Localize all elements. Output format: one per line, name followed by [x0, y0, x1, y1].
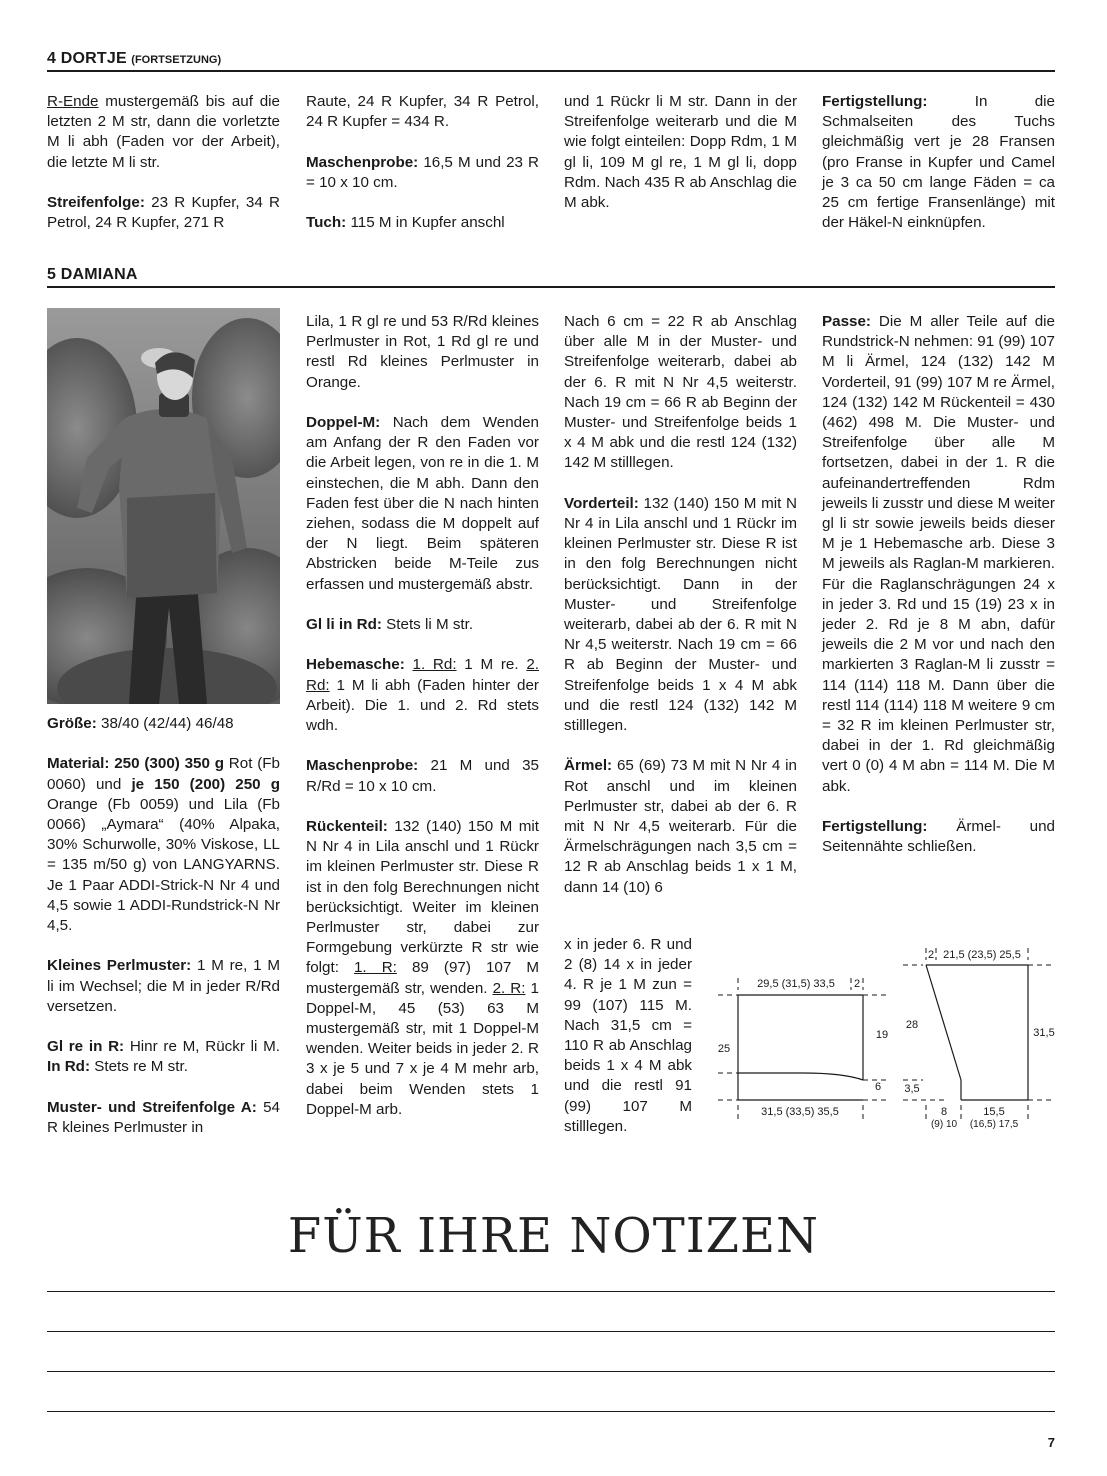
body-left-height: 25 [717, 1043, 731, 1055]
s4-tuch-text: 115 M in Kupfer anschl [346, 214, 505, 232]
note-line-1 [47, 1291, 1055, 1292]
s4-c2-text: Raute, 24 R Kupfer, 34 R Petrol, 24 R Kupfer = 434 R. [306, 93, 539, 131]
section-5-title: 5 DAMIANA [47, 266, 138, 283]
sleeve-bottom-left: 8 [940, 1106, 948, 1118]
hebemasche-rd2: 2. Rd: [306, 656, 539, 694]
rueckenteil-text-2: 89 (97) 107 M mustergemäß str, wenden. [306, 959, 539, 997]
sleeve-measure-lines [903, 948, 1053, 1120]
groesse-label: Größe: [47, 715, 97, 732]
model-photo [47, 308, 280, 704]
vorderteil-text: 132 (140) 150 M mit N Nr 4 in Lila anschl und 1 Rückr im kleinen Perlmuster str. Diese R ist in den folg Berechnungen nicht berücksichtigt. Dann in der Muster- und Streifenfolge weiterarb, dabei ab der 6. R mit N Nr 4,5 weiterstr. Nach 19 cm = 66 R ab Beginn der Muster- und Streifenfolge beids 1 x 4 M abk und die restl 124 (132) 142 M stilllegen. [564, 494, 797, 735]
note-line-2 [47, 1331, 1055, 1332]
s5-column-3 [564, 312, 797, 898]
s5-column-3-narrow [564, 935, 692, 1137]
s4-column-2 [306, 92, 539, 233]
in-rd-label: In Rd: [47, 1058, 91, 1076]
s5-c2-continuation: Lila, 1 R gl re und 53 R/Rd kleines Perlmuster in Rot, 1 Rd gl re und restl Rd kleines Perlmuster in Orange. [306, 313, 539, 391]
r-ende-term: R-Ende [47, 93, 99, 110]
s4-streifenfolge-text: 23 R Kupfer, 34 R Petrol, 24 R Kupfer, 271 R [47, 194, 280, 232]
s4-column-1 [47, 92, 280, 233]
sleeve-bottom-right-sub: (16,5) 17,5 [969, 1119, 1019, 1130]
hebemasche-label: Hebemasche: [306, 656, 405, 674]
body-top-small: 2 [853, 978, 861, 990]
body-upper-height: 19 [875, 1029, 889, 1041]
rueckenteil-r2: 2. R: [492, 979, 526, 997]
rueckenteil-r1: 1. R: [353, 959, 397, 977]
section-4-header [47, 50, 1055, 72]
streifenfolge-label: Streifenfolge: [47, 194, 145, 211]
material-label: Material: 250 (300) 350 g [47, 755, 225, 773]
muster-streifenfolge-label: Muster- und Streifenfolge A: [47, 1098, 257, 1116]
gl-re-in-r-text: Hinr re M, Rückr li M. [124, 1038, 280, 1056]
note-line-4 [47, 1411, 1055, 1412]
notes-title: FÜR IHRE NOTIZEN [287, 1208, 820, 1264]
hebemasche-text-2: 1 M li abh (Faden hinter der Arbeit). Die 1. und 2. Rd stets wdh. [306, 676, 539, 735]
sleeve-bottom-right: 15,5 [983, 1106, 1005, 1118]
aermel-label: Ärmel: [564, 757, 613, 775]
doppel-m-label: Doppel-M: [306, 414, 381, 431]
kleines-perlmuster-label: Kleines Perlmuster: [47, 957, 192, 975]
rueckenteil-text-3: 1 Doppel-M, 45 (53) 63 M mustergemäß str, mit 1 Doppel-M wenden. Weiter beids in jeder 2. R 3 x je 5 und 7 x je 4 M mehr arb, dabei beim Wenden stets 1 Doppel-M arb. [306, 979, 539, 1118]
vorderteil-label: Vorderteil: [564, 494, 639, 512]
sleeve-piece-outline [926, 965, 1028, 1100]
hebemasche-text-1: 1 M re. [456, 656, 527, 674]
note-line-3 [47, 1371, 1055, 1372]
section-5-header [47, 266, 1055, 288]
section-4-subtitle: (FORTSETZUNG) [131, 54, 222, 66]
tuch-label: Tuch: [306, 214, 347, 232]
groesse-text: 38/40 (42/44) 46/48 [96, 715, 234, 732]
sleeve-right-height: 31,5 [1033, 1027, 1055, 1039]
muster-streifenfolge-text: 54 R kleines Perlmuster in [47, 1098, 280, 1136]
s5-maschenprobe-text: 21 M und 35 R/Rd = 10 x 10 cm. [306, 757, 539, 795]
s4-fertigstellung-text: In die Schmalseiten des Tuchs gleichmäßig vert je 28 Fransen (pro Franse in Kupfer und Camel je 3 ca 50 cm lange Fäden = ca 25 cm fertige Fransenlänge) mit der Häkel-N einknüpfen. [822, 93, 1055, 232]
body-piece-outline [738, 995, 863, 1100]
body-top-width: 29,5 (31,5) 33,5 [757, 978, 835, 990]
aermel-text-2: x in jeder 6. R und 2 (8) 14 x in jeder 4. R je 1 M zun = 99 (107) 115 M. Nach 31,5 cm = 110 R ab Anschlag beids 1 x 4 M abk und die restl 91 (99) 107 M stilllegen. [564, 936, 692, 1135]
passe-label: Passe: [822, 313, 871, 330]
body-bottom-width: 31,5 (33,5) 35,5 [761, 1106, 839, 1118]
fertigstellung-label: Fertigstellung: [822, 93, 928, 110]
s5-fertigstellung-text: Ärmel- und Seitennähte schließen. [822, 818, 1055, 856]
garment-schematic [708, 940, 1068, 1140]
body-lower-height: 6 [874, 1081, 882, 1093]
s5-fertigstellung-label: Fertigstellung: [822, 818, 928, 836]
s4-c3-text: und 1 Rückr li M str. Dann in der Streifenfolge weiterarb und die M wie folgt einteilen: Dopp Rdm, 1 M gl li, 109 M gl re, 1 M gl li, dopp Rdm. Nach 435 R ab Anschlag die M abk. [564, 93, 797, 212]
s5-column-4 [822, 312, 1055, 857]
sleeve-upper-height: 28 [905, 1019, 919, 1031]
in-rd-text: Stets re M str. [90, 1058, 188, 1076]
s5-column-1 [47, 714, 280, 1138]
rueckenteil-label: Rückenteil: [306, 818, 388, 835]
page-number: 7 [1047, 1435, 1055, 1450]
section-4-title: 4 DORTJE [47, 50, 127, 67]
doppel-m-text: Nach dem Wenden am Anfang der R den Faden vor die Arbeit legen, von re in die 1. M einstechen, die M abh. Dann den Faden fest über die N nach hinten ziehen, sodass die M doppelt auf der N liegt. Beim späteren Abstricken beide M-Teile zus erfassen und mustergemäß abstr. [306, 414, 539, 593]
rueckenteil-text-1: 132 (140) 150 M mit N Nr 4 in Lila anschl und 1 Rückr im kleinen Perlmuster str. Diese R ist in den folg Berechnungen nicht berücksichtigt. Weiter im kleinen Perlmuster str, dabei zur Formgebung verkürzte R str wie folgt: [306, 818, 539, 977]
sleeve-top-small: 2 [927, 949, 935, 961]
sleeve-lower-height: 3,5 [904, 1083, 920, 1095]
sleeve-top-width: 21,5 (23,5) 25,5 [943, 949, 1021, 961]
material-amount-bold: je 150 (200) 250 g [131, 775, 280, 793]
gl-li-in-rd-label: Gl li in Rd: [306, 616, 382, 634]
material-text-1: Rot (Fb 0060) und [47, 755, 281, 793]
aermel-text-1: 65 (69) 73 M mit N Nr 4 in Rot anschl und im kleinen Perlmuster str, dabei ab der 6. R mit N Nr 4,5 weiterarb. Für die Ärmelschrägungen nach 3,5 cm = 12 R ab Anschlag beids 1 x 1 M, dann 14 (10) 6 [564, 757, 797, 896]
s5-maschenprobe-label: Maschenprobe: [306, 757, 419, 775]
hebemasche-rd1: 1. Rd: [412, 656, 457, 674]
passe-text: Die M aller Teile auf die Rundstrick-N nehmen: 91 (99) 107 M li Ärmel, 124 (132) 142 M Vorderteil, 91 (99) 107 M re Ärmel, 124 (132) 142 M Rückenteil = 430 (462) 498 M. Die Muster- und Streifenfolge über alle M fortsetzen, dabei in der 1. R die aufeinandertreffenden Rdm jeweils li zusstr und diese M weiter gl li str sowie jeweils beids dieser M je 1 Hebemasche arb. Diese 3 M jeweils als Raglan-M markieren. Für die Raglanschrägungen 24 x in jeder 3. Rd und 15 (19) 23 x in jeder 2. Rd je 8 M abn, dafür jeweils die 2 M vor und nach den markierten 3 Raglan-M li zusstr = 114 (114) 118 M. Dann über die restl 114 (114) 118 M weitere 9 cm = 32 R im kleinen Perlmuster str, dabei in der 1. Rd gleichmäßig vert 0 (0) 4 M abn = 114 M. Die M abk. [822, 313, 1055, 795]
s4-column-4 [822, 92, 1055, 233]
s5-c3-continuation: Nach 6 cm = 22 R ab Anschlag über alle M in der Muster- und Streifenfolge weiterarb, dabei ab der 6. R mit N Nr 4,5 weiterstr. Nach 19 cm = 66 R ab Beginn der Muster- und Streifenfolge beids 1 x 4 M abk und die restl 124 (132) 142 M stilllegen. [564, 313, 797, 472]
model-photo-illustration [47, 308, 280, 704]
gl-re-in-r-label: Gl re in R: [47, 1038, 125, 1056]
sleeve-bottom-left-sub: (9) 10 [930, 1119, 958, 1130]
s4-column-3 [564, 92, 797, 213]
s4-maschenprobe-text: 16,5 M und 23 R = 10 x 10 cm. [306, 153, 539, 191]
maschenprobe-label: Maschenprobe: [306, 153, 419, 171]
s4-c1-text: mustergemäß bis auf die letzten 2 M str, dann die vorletzte M li abh (Faden vor der Arbeit), die letzte M li str. [47, 93, 280, 171]
gl-li-in-rd-text: Stets li M str. [381, 616, 474, 634]
s5-column-2 [306, 312, 539, 1120]
kleines-perlmuster-text: 1 M re, 1 M li im Wechsel; die M in jeder R/Rd versetzen. [47, 957, 280, 1015]
material-text-2: Orange (Fb 0059) und Lila (Fb 0066) „Aymara“ (40% Alpaka, 30% Schurwolle, 30% Viskose, LL = 135 m/50 g) von LANGYARNS. Je 1 Paar ADDI-Strick-N Nr 4 und 4,5 sowie 1 ADDI-Rundstrick-N Nr 4,5. [47, 795, 280, 935]
